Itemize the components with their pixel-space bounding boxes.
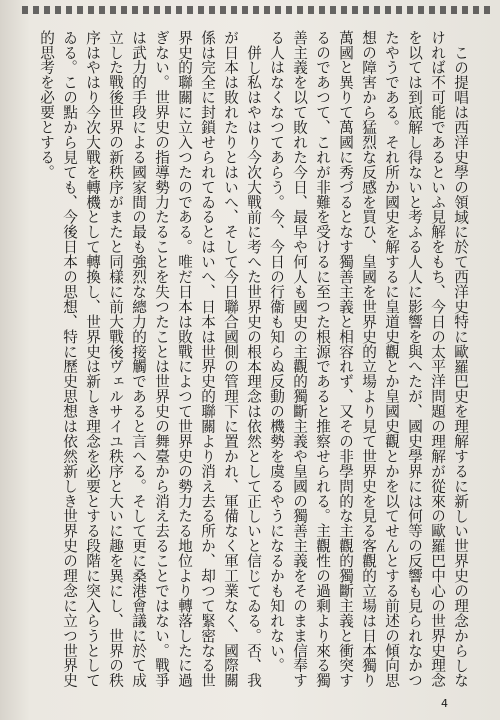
- vertical-text-body: [32, 30, 472, 690]
- perforated-edge: [22, 6, 492, 14]
- paragraph-2: 併し私はやはり今次大戰前に考へた世界史の根本理念は依然として正しいと信じてゐる。否、我が日本は敗れたりとはいへ、そして今日聯合國側の管理下に置かれ、軍備なく軍工業なく、國際關係は完全に封鎖せられてゐるとはいへ、日本は世界史的聯關より消え去る所か、却つて緊密なる世界史的聯關に立入つたのである。唯だ日本は敗戰によつて世界史の勢力たる地位より轉落したに過ぎない。世界史の指導勢力たることを失つたことは世界史の舞臺から消え去ることではない。戰爭は武力的手段による國家間の最も強烈な總力的接觸であると言へる。そして更に桑港會議に於て成立した戰後世界の新秩序がまたと同樣に前大戰後ヴェルサイユ秩序と大いに趣を異にし、世界の秩序はやはり今次大戰を轉機として轉換し、世界史は新しき理念を必要とする段階に突入らうとしてゐる。この點から見ても、今後日本の思想、特に歷史思想は依然新しき世界史の理念に立つ世界史的思考を必要とする。: [38, 30, 262, 688]
- paragraph-1: この提唱は西洋史學の領域に於て西洋史特に歐羅巴史を理解するに新しい世界史の理念からしなければ不可能であるといふ見解をもち、今日の太平洋問題の理解が從來の歐羅巴中心の世界史理念を以ては到底解し得ないと考ふる人人に影響を與へたが、國史學界には何等の反響も見られなかつたやうである。それ所か國史を解するに皇道史觀とか皇國史觀とかを以てせんとする前述の傾向思想の障害から猛烈な反感を買ひ、皇國を世界史的立場より見て世界史を見る客觀的立場は日本獨り萬國と異りて萬國に秀づるとなす獨善主義と相容れず、又その非學問的な主觀的獨斷主義と衝突するのであつて、これが非難を受けるに至つた根源であると推察せられる。主觀性の過剩より來る獨善主義を以て敗れた今日、最早や何人も國史の主觀的獨斷主義や皇國の獨善主義をそのまま信奉する人はなくなつてあらう。今、今日の行衞も知らぬ反動の機勢を虞るやうになるかも知れない。: [268, 30, 469, 688]
- page-number: 4: [441, 697, 448, 710]
